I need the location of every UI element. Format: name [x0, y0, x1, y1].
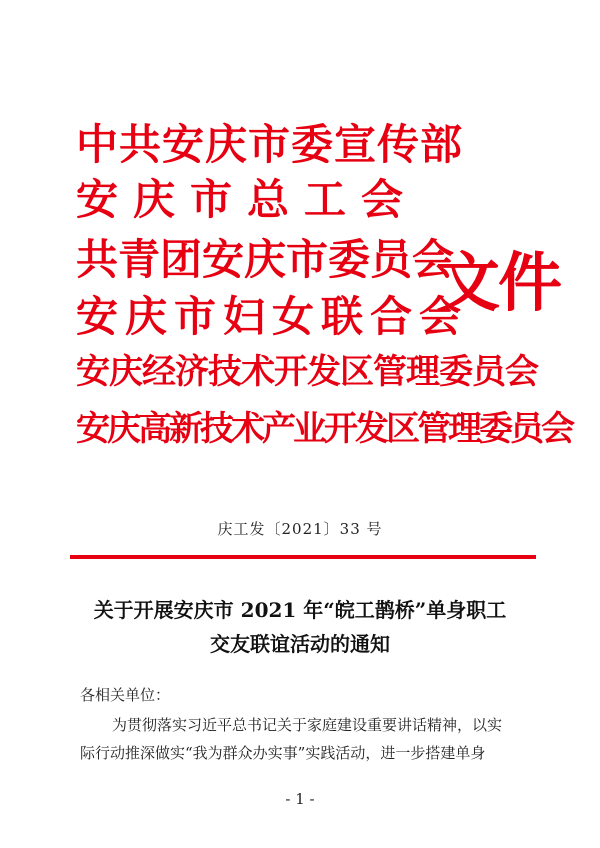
document-number: 庆工发〔2021〕33 号	[217, 520, 383, 538]
red-divider-line	[70, 555, 536, 559]
body-line-1: 为贯彻落实习近平总书记关于家庭建设重要讲话精神，以实	[112, 716, 503, 734]
issuer-trade-union: 安庆市总工会	[76, 175, 419, 224]
issuer-womens-federation: 安庆市妇女联合会	[76, 292, 469, 341]
title-line-1: 关于开展安庆市 2021 年“皖工鹊桥”单身职工	[93, 598, 507, 622]
issuer-hitech-zone: 安庆高新技术产业开发区管理委员会	[76, 409, 572, 449]
salutation: 各相关单位：	[80, 686, 171, 704]
page-number: - 1 -	[285, 790, 315, 808]
issuer-economic-dev-zone: 安庆经济技术开发区管理委员会	[76, 352, 538, 392]
document-label: 文件	[436, 246, 560, 321]
body-line-2: 际行动推深做实“我为群众办实事”实践活动，进一步搭建单身	[80, 744, 486, 762]
issuer-propaganda-dept: 中共安庆市委宣传部	[76, 120, 464, 169]
title-line-2: 交友联谊活动的通知	[210, 632, 390, 656]
body-paragraph	[80, 711, 530, 767]
issuer-youth-league: 共青团安庆市委员会	[76, 235, 455, 284]
document-title	[0, 593, 600, 661]
